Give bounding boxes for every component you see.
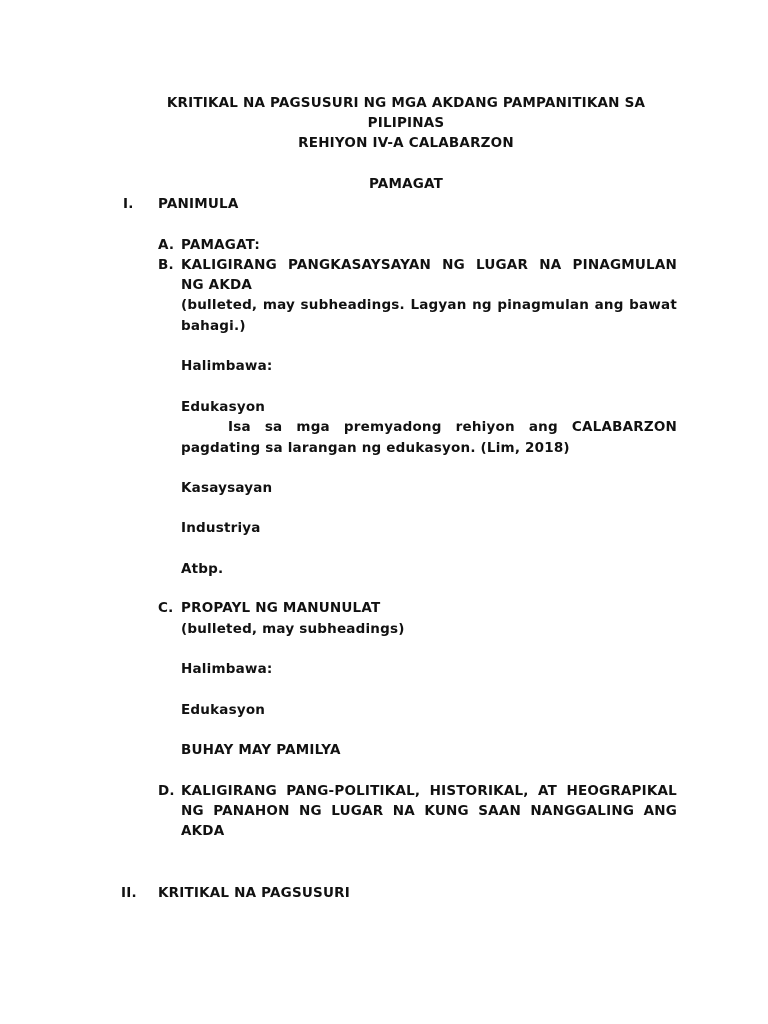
item-a-letter: A. [158, 237, 175, 253]
item-b-paragraph-line-1: Isa sa mga premyadong rehiyon ang CALABARZON [228, 419, 677, 435]
item-c-edukasyon: Edukasyon [181, 702, 266, 718]
document-title-line-2: PILIPINAS [367, 115, 445, 131]
item-b-note-line-2: bahagi.) [181, 318, 246, 334]
item-c-buhay: BUHAY MAY PAMILYA [181, 742, 341, 758]
item-b-paragraph-line-2: pagdating sa larangan ng edukasyon. (Lim, 2018) [181, 440, 570, 456]
document-title-line-1: KRITIKAL NA PAGSUSURI NG MGA AKDANG PAMPANITIKAN SA [166, 95, 646, 111]
section-2-title: KRITIKAL NA PAGSUSURI [158, 885, 350, 901]
item-c-text: PROPAYL NG MANUNULAT [181, 600, 381, 616]
item-b-atbp: Atbp. [181, 561, 224, 577]
item-b-note-line-1: (bulleted, may subheadings. Lagyan ng pinagmulan ang bawat [181, 297, 677, 313]
item-b-edukasyon: Edukasyon [181, 399, 266, 415]
item-b-industriya: Industriya [181, 520, 261, 536]
pamagat-heading: PAMAGAT [368, 176, 444, 192]
item-a-text: PAMAGAT: [181, 237, 260, 253]
item-d-line-1: KALIGIRANG PANG-POLITIKAL, HISTORIKAL, AT HEOGRAPIKAL [181, 783, 677, 799]
section-1-number: I. [123, 196, 134, 212]
item-c-note: (bulleted, may subheadings) [181, 621, 405, 637]
item-c-halimbawa: Halimbawa: [181, 661, 273, 677]
item-d-letter: D. [158, 783, 175, 799]
item-c-letter: C. [158, 600, 174, 616]
section-2-number: II. [121, 885, 137, 901]
item-b-heading-line-2: NG AKDA [181, 277, 253, 293]
section-1-title: PANIMULA [158, 196, 239, 212]
item-b-kasaysayan: Kasaysayan [181, 480, 273, 496]
item-d-line-2: NG PANAHON NG LUGAR NA KUNG SAAN NANGGALING ANG [181, 803, 677, 819]
item-b-halimbawa: Halimbawa: [181, 358, 273, 374]
document-subtitle: REHIYON IV-A CALABARZON [298, 135, 514, 151]
item-b-heading-line-1: KALIGIRANG PANGKASAYSAYAN NG LUGAR NA PINAGMULAN [181, 257, 677, 273]
item-d-line-3: AKDA [181, 823, 225, 839]
item-b-letter: B. [158, 257, 174, 273]
